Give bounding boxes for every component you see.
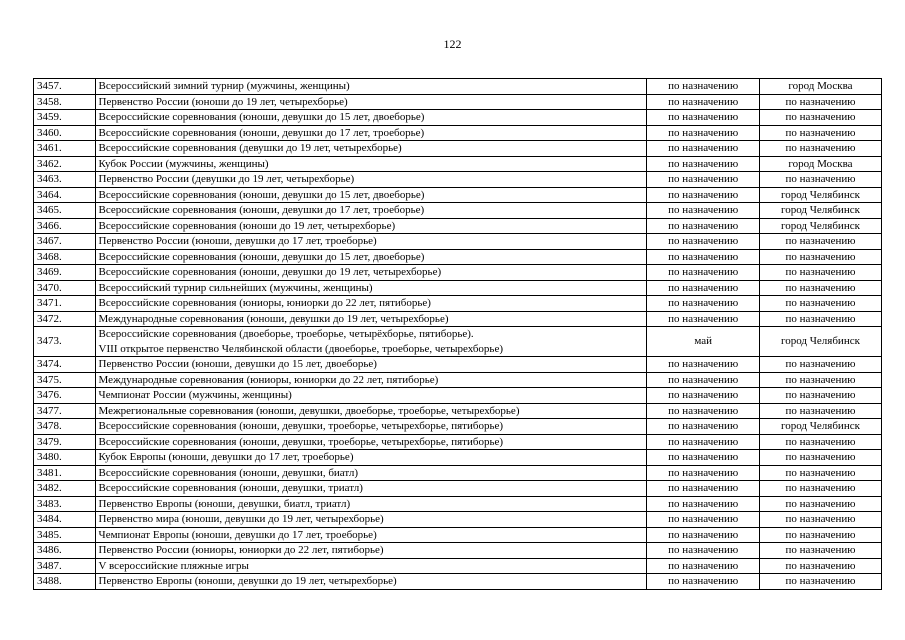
competition-name [95,388,647,404]
row-number: 3462. [34,156,96,172]
competition-name-line: Межрегиональные соревнования (юноши, девушки, двоеборье, троеборье, четырехборье) [98,404,520,417]
competition-name-line: Кубок России (мужчины, женщины) [98,157,269,170]
competition-name-line: Всероссийские соревнования (юноши, девушки до 15 лет, двоеборье) [98,111,425,123]
competition-date: по назначению [647,280,760,296]
competition-date: по назначению [647,527,760,543]
competition-name-line: Первенство Европы (юноши, девушки, биатл, триатл) [98,497,351,510]
table-row [34,388,882,404]
competition-date: по назначению [647,296,760,312]
table-row [34,311,882,327]
row-number: 3467. [34,234,96,250]
table-row [34,357,882,373]
competition-name [95,434,647,450]
row-number: 3482. [34,481,96,497]
competition-place: по назначению [759,496,881,512]
row-number: 3474. [34,357,96,373]
competition-date: по назначению [647,172,760,188]
competition-place: город Челябинск [759,187,881,203]
competition-name-line: Кубок Европы (юноши, девушки до 17 лет, троеборье) [98,451,354,463]
competition-table [33,78,882,590]
competition-date: май [647,327,760,357]
table-row [34,156,882,172]
competition-name-line: Всероссийские соревнования (юноши, девушки до 17 лет, троеборье) [98,126,425,139]
competition-name [95,218,647,234]
competition-date: по назначению [647,512,760,528]
competition-name-line: Всероссийские соревнования (юноши, девушки, троеборье, четырехборье, пятиборье) [98,420,504,432]
competition-name [95,79,647,95]
competition-place: по назначению [759,558,881,574]
competition-date: по назначению [647,558,760,574]
competition-place: по назначению [759,110,881,126]
competition-name [95,249,647,265]
competition-name [95,543,647,559]
competition-name-line: Первенство Европы (юноши, девушки до 19 лет, четырехборье) [98,575,397,587]
competition-place: город Челябинск [759,218,881,234]
competition-name [95,403,647,419]
competition-place: по назначению [759,172,881,188]
competition-place: город Челябинск [759,327,881,357]
table-row [34,434,882,450]
table-row [34,527,882,543]
competition-name [95,156,647,172]
competition-name [95,94,647,110]
competition-place: по назначению [759,512,881,528]
row-number: 3468. [34,249,96,265]
competition-place: по назначению [759,265,881,281]
competition-place: по назначению [759,465,881,481]
competition-date: по назначению [647,79,760,95]
table-row [34,280,882,296]
competition-place: по назначению [759,296,881,312]
competition-name-line: Всероссийские соревнования (девушки до 19 лет, четырехборье) [98,142,402,154]
competition-date: по назначению [647,94,760,110]
competition-place: по назначению [759,94,881,110]
competition-date: по назначению [647,187,760,203]
competition-place: город Москва [759,79,881,95]
competition-name-line: Международные соревнования (юноши, девушки до 19 лет, четырехборье) [98,312,449,325]
row-number: 3461. [34,141,96,157]
row-number: 3488. [34,574,96,590]
competition-place: по назначению [759,141,881,157]
competition-date: по назначению [647,465,760,481]
competition-date: по назначению [647,574,760,590]
competition-date: по назначению [647,388,760,404]
competition-name-line: Первенство России (девушки до 19 лет, четырехборье) [98,173,355,185]
table-row [34,450,882,466]
competition-date: по назначению [647,156,760,172]
row-number: 3477. [34,403,96,419]
competition-name-line: Чемпионат России (мужчины, женщины) [98,389,292,401]
competition-name [95,265,647,281]
row-number: 3472. [34,311,96,327]
table-row [34,419,882,435]
competition-place: по назначению [759,249,881,265]
competition-name [95,512,647,528]
competition-name-line: Всероссийские соревнования (юниоры, юниорки до 22 лет, пятиборье) [98,297,431,309]
table-row [34,372,882,388]
table-row [34,187,882,203]
competition-place: по назначению [759,125,881,141]
row-number: 3460. [34,125,96,141]
table-row [34,481,882,497]
competition-date: по назначению [647,496,760,512]
competition-date: по назначению [647,249,760,265]
competition-name [95,496,647,512]
competition-name-line: Первенство России (юноши до 19 лет, четырехборье) [98,95,348,108]
table-row [34,574,882,590]
competition-date: по назначению [647,218,760,234]
table-row [34,110,882,126]
competition-place: по назначению [759,234,881,250]
table-row [34,327,882,357]
competition-name [95,234,647,250]
table-row [34,141,882,157]
competition-date: по назначению [647,265,760,281]
competition-name [95,311,647,327]
competition-place: по назначению [759,574,881,590]
competition-name-line: Всероссийские соревнования (юноши, девушки до 17 лет, троеборье) [98,204,425,216]
competition-place: по назначению [759,403,881,419]
row-number: 3465. [34,203,96,219]
competition-name [95,327,647,357]
competition-name-line: Всероссийский турнир сильнейших (мужчины, женщины) [98,281,373,294]
competition-name [95,296,647,312]
competition-name [95,450,647,466]
competition-name [95,172,647,188]
competition-date: по назначению [647,481,760,497]
row-number: 3483. [34,496,96,512]
table-row [34,512,882,528]
competition-name-line: Всероссийские соревнования (юноши, девушки, триатл) [98,482,363,494]
competition-name [95,481,647,497]
table-row [34,234,882,250]
table-row [34,296,882,312]
competition-name [95,574,647,590]
competition-name [95,187,647,203]
competition-place: город Челябинск [759,419,881,435]
competition-place: город Челябинск [759,203,881,219]
row-number: 3463. [34,172,96,188]
competition-name-line: Первенство мира (юноши, девушки до 19 лет, четырехборье) [98,513,384,525]
competition-name [95,558,647,574]
competition-name-line: V всероссийские пляжные игры [98,559,249,572]
competition-place: по назначению [759,434,881,450]
competition-date: по назначению [647,403,760,419]
competition-name [95,527,647,543]
competition-place: город Москва [759,156,881,172]
row-number: 3473. [34,327,96,357]
competition-name-line: Всероссийские соревнования (юноши, девушки до 19 лет, четырехборье) [98,266,442,278]
row-number: 3478. [34,419,96,435]
competition-date: по назначению [647,419,760,435]
competition-date: по назначению [647,543,760,559]
competition-name [95,203,647,219]
competition-name [95,357,647,373]
competition-name [95,125,647,141]
row-number: 3459. [34,110,96,126]
competition-place: по назначению [759,311,881,327]
competition-name-line: Всероссийские соревнования (двоеборье, троеборье, четырёхборье, пятиборье). [98,328,474,340]
table-row [34,558,882,574]
row-number: 3485. [34,527,96,543]
competition-name-line: Всероссийские соревнования (юноши до 19 лет, четырехборье) [98,219,396,232]
competition-date: по назначению [647,434,760,450]
table-row [34,403,882,419]
competition-date: по назначению [647,311,760,327]
competition-name-line: Первенство России (юноши, девушки до 17 лет, троеборье) [98,235,377,247]
competition-date: по назначению [647,125,760,141]
competition-name-line: Всероссийские соревнования (юноши, девушки, троеборье, четырехборье, пятиборье) [98,435,504,448]
row-number: 3466. [34,218,96,234]
competition-place: по назначению [759,280,881,296]
competition-name [95,372,647,388]
row-number: 3458. [34,94,96,110]
table-row [34,249,882,265]
row-number: 3479. [34,434,96,450]
row-number: 3457. [34,79,96,95]
table-row [34,203,882,219]
table-row [34,218,882,234]
competition-date: по назначению [647,450,760,466]
competition-date: по назначению [647,357,760,373]
table-row [34,543,882,559]
row-number: 3471. [34,296,96,312]
competition-place: по назначению [759,372,881,388]
table-row [34,496,882,512]
competition-date: по назначению [647,203,760,219]
table-row [34,265,882,281]
competition-name [95,465,647,481]
competition-date: по назначению [647,372,760,388]
row-number: 3469. [34,265,96,281]
competition-name-line: Первенство России (юноши, девушки до 15 лет, двоеборье) [98,358,377,370]
competition-name-line: Всероссийские соревнования (юноши, девушки, биатл) [98,466,359,479]
row-number: 3486. [34,543,96,559]
table-row [34,94,882,110]
row-number: 3480. [34,450,96,466]
competition-name-line: VIII открытое первенство Челябинской области (двоеборье, троеборье, четырехборье) [98,342,503,355]
competition-name-line: Всероссийские соревнования (юноши, девушки до 15 лет, двоеборье) [98,250,425,263]
competition-place: по назначению [759,388,881,404]
competition-name-line: Чемпионат Европы (юноши, девушки до 17 лет, троеборье) [98,528,377,541]
table-row [34,465,882,481]
table-row [34,79,882,95]
page-number: 122 [443,37,462,51]
table-row [34,172,882,188]
row-number: 3464. [34,187,96,203]
competition-name-line: Всероссийский зимний турнир (мужчины, женщины) [98,80,350,92]
row-number: 3476. [34,388,96,404]
competition-place: по назначению [759,481,881,497]
competition-place: по назначению [759,543,881,559]
competition-name-line: Международные соревнования (юниоры, юниорки до 22 лет, пятиборье) [98,373,439,386]
competition-place: по назначению [759,450,881,466]
competition-name [95,141,647,157]
competition-name [95,419,647,435]
competition-name [95,110,647,126]
row-number: 3470. [34,280,96,296]
competition-place: по назначению [759,527,881,543]
competition-name [95,280,647,296]
row-number: 3481. [34,465,96,481]
row-number: 3475. [34,372,96,388]
competition-name-line: Всероссийские соревнования (юноши, девушки до 15 лет, двоеборье) [98,188,425,201]
table-row [34,125,882,141]
competition-date: по назначению [647,141,760,157]
row-number: 3484. [34,512,96,528]
competition-date: по назначению [647,110,760,126]
row-number: 3487. [34,558,96,574]
competition-date: по назначению [647,234,760,250]
competition-place: по назначению [759,357,881,373]
competition-name-line: Первенство России (юниоры, юниорки до 22 лет, пятиборье) [98,544,384,556]
